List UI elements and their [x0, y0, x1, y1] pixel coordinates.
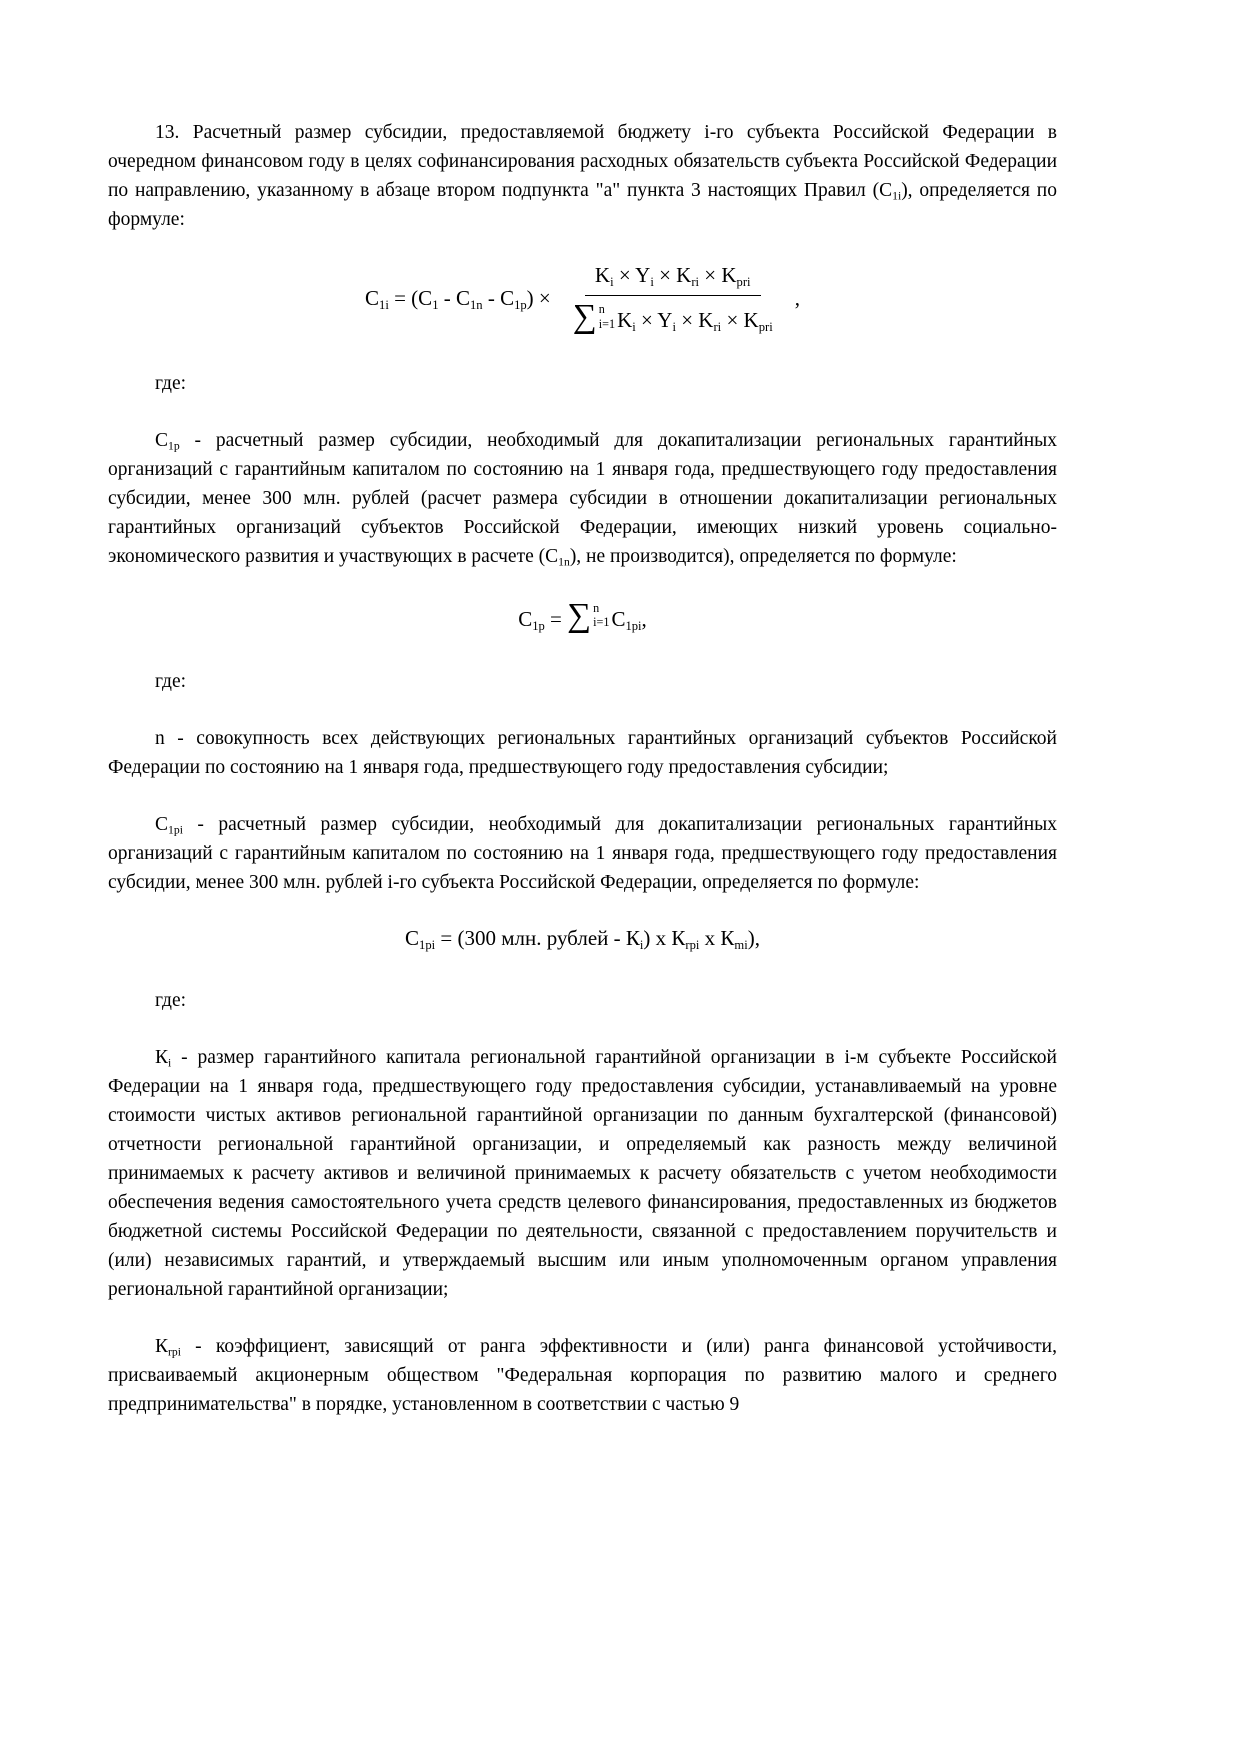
formula-c1i-comma: , — [794, 285, 800, 310]
formula-c1i-denominator: ∑ n i=1 $K_i \times Y_i \times K_{ri} \times K_{pri}$ — [572, 298, 773, 336]
formula-c1p — [108, 596, 1057, 634]
formula-c1pi-body: $C_{1pi} = (300$ млн. рублей - $К_i$) х $К_{rpi}$ х $К_{mi}$), — [405, 925, 760, 952]
paragraph-13: 13. Расчетный размер субсидии, предоставляемой бюджету i-го субъекта Российской Федерации в очередном финансовом году в целях софинансирования расходных обязательств субъекта Российской Федерации по направлению, указанному в абзаце втором подпункта "а" пункта 3 настоящих Правил $(C_{1i})$, определяется по формуле: — [108, 122, 1057, 230]
formula-c1pi — [108, 925, 1057, 952]
formula-c1i-lhs: $C_{1i} = (C_1 - C_{1n} - C_{1p})$ × — [365, 285, 551, 312]
paragraph-c1p-definition: $C_{1p}$ - расчетный размер субсидии, необходимый для докапитализации региональных гарантийных организаций с гарантийным капиталом по состоянию на 1 января года, предшествующего году предоставления субсидии, менее 300 млн. рублей (расчет размера субсидии в отношении докапитализации региональных гарантийных организаций субъектов Российской Федерации, имеющих низкий уровень социально-экономического развития и участвующих в расчете $(C_{1n})$, не производится), определяется по формуле: — [108, 429, 1057, 569]
formula-c1i-numerator: $K_i \times Y_i \times K_{ri} \times K_{pri}$ — [585, 262, 761, 296]
paragraph-krpi-definition: $К_{rpi}$ - коэффициент, зависящий от ранга эффективности и (или) ранга финансовой устойчивости, присваиваемый акционерным обществом "Федеральная корпорация по развитию малого и среднего предпринимательства" в порядке, установленном в соответствии с частью 9 — [108, 1336, 1057, 1416]
where-label-3: где: — [155, 990, 187, 1012]
formula-c1i — [108, 262, 1057, 335]
paragraph-c1pi-definition: $C_{1pi}$ - расчетный размер субсидии, необходимый для докапитализации региональных гарантийных организаций с гарантийным капиталом по состоянию на 1 января года, предшествующего году предоставления субсидии, менее 300 млн. рублей i-го субъекта Российской Федерации, определяется по формуле: — [108, 813, 1057, 893]
formula-c1i-fraction — [563, 262, 783, 335]
where-label-1: где: — [155, 372, 187, 394]
paragraph-n-definition: n - совокупность всех действующих региональных гарантийных организаций субъектов Российской Федерации по состоянию на 1 января года, предшествующего году предоставления субсидии; — [108, 727, 1057, 778]
paragraph-ki-definition: $К_i$ - размер гарантийного капитала региональной гарантийной организации в i-м субъекте Российской Федерации на 1 января года, предшествующего году предоставления субсидии, устанавливаемый на уровне стоимости чистых активов региональной гарантийной организации по данным бухгалтерской (финансовой) отчетности региональной гарантийной организации, и определяемый как разность между величиной принимаемых к расчету активов и величиной принимаемых к расчету обязательств с учетом необходимости обеспечения ведения самостоятельного учета средств целевого финансирования, предоставленных из бюджетов бюджетной системы Российской Федерации по деятельности, связанной с предоставлением поручительств и (или) независимых гарантий, и утверждаемый высшим или иным уполномоченным органом управления региональной гарантийной организации; — [108, 1047, 1057, 1301]
formula-c1p-body: $C_{1p}$ = ∑ n i=1 $C_{1pi}$, — [518, 596, 647, 634]
where-label-2: где: — [155, 670, 187, 692]
